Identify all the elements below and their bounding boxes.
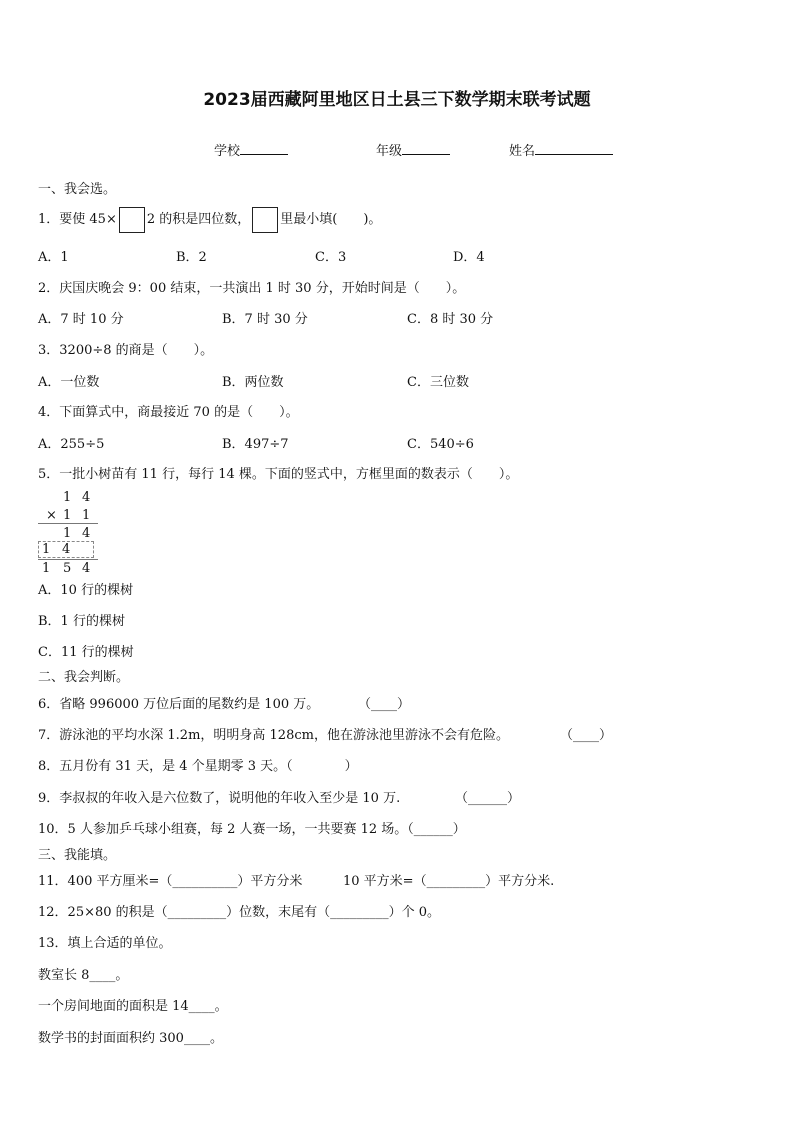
q4-option-a[interactable]: A．255÷5 — [38, 437, 105, 452]
section-3-heading: 三、我能填。 — [38, 848, 117, 863]
q1-option-a[interactable]: A．1 — [38, 250, 69, 265]
question-12: 12．25×80 的积是（_________）位数，末尾有（_________）个 0。 — [38, 905, 441, 920]
q2-option-a[interactable]: A．7 时 10 分 — [38, 312, 124, 327]
question-10: 10．5 人参加乒乓球小组赛，每 2 人赛一场，一共要赛 12 场。（______） — [38, 822, 466, 837]
question-6: 6．省略 996000 万位后面的尾数约是 100 万。 — [38, 697, 320, 712]
q1-option-d[interactable]: D．4 — [453, 250, 485, 265]
q2-option-b[interactable]: B．7 时 30 分 — [222, 312, 308, 327]
q1-number: 1． — [38, 212, 60, 227]
q13-line-2: 一个房间地面的面积是 14____。 — [38, 999, 228, 1014]
calc-digit: 5 — [63, 561, 72, 576]
section-2-heading: 二、我会判断。 — [38, 670, 130, 685]
school-blank[interactable] — [240, 142, 288, 155]
q7-answer-blank[interactable]: （____） — [560, 728, 613, 743]
q1-answer-box-2[interactable] — [252, 207, 278, 233]
question-13: 13．填上合适的单位。 — [38, 936, 172, 951]
calc-digit: 4 — [82, 526, 91, 541]
q1-text-c: 里最小填( )。 — [280, 212, 382, 227]
q5-option-a[interactable]: A．10 行的棵树 — [38, 583, 134, 598]
calc-digit: 1 — [63, 508, 72, 523]
calc-digit: 1 — [42, 561, 51, 576]
q2-option-c[interactable]: C．8 时 30 分 — [407, 312, 494, 327]
question-2: 2．庆国庆晚会 9：00 结束，一共演出 1 时 30 分，开始时间是（ ）。 — [38, 281, 466, 296]
calc-digit: 1 — [42, 542, 51, 557]
calc-digit: 4 — [82, 561, 91, 576]
q5-option-c[interactable]: C．11 行的棵树 — [38, 645, 134, 660]
school-field[interactable] — [214, 142, 288, 160]
name-label: 姓名 — [509, 144, 536, 159]
calc-digit: 1 — [63, 490, 72, 505]
q3-option-a[interactable]: A．一位数 — [38, 375, 100, 390]
calc-digit: 4 — [82, 490, 91, 505]
calc-digit: 1 — [63, 526, 72, 541]
q4-option-b[interactable]: B．497÷7 — [222, 437, 289, 452]
grade-blank[interactable] — [402, 142, 450, 155]
question-8: 8．五月份有 31 天，是 4 个星期零 3 天。（ ） — [38, 759, 358, 774]
q6-answer-blank[interactable]: （____） — [358, 697, 411, 712]
section-1-heading: 一、我会选。 — [38, 182, 117, 197]
q1-answer-box-1[interactable] — [119, 207, 145, 233]
q1-option-b[interactable]: B．2 — [176, 250, 207, 265]
question-11-part-2: 10 平方米=（_________）平方分米. — [343, 874, 555, 889]
question-3: 3．3200÷8 的商是（ ）。 — [38, 343, 214, 358]
grade-field[interactable] — [376, 142, 450, 160]
q1-text-a: 要使 45× — [59, 212, 117, 227]
school-label: 学校 — [214, 144, 241, 159]
calc-digit: 4 — [62, 542, 71, 557]
q3-option-c[interactable]: C．三位数 — [407, 375, 469, 390]
name-field[interactable] — [509, 142, 613, 160]
question-11: 11．400 平方厘米=（__________）平方分米 — [38, 874, 303, 889]
q13-line-3: 数学书的封面面积约 300____。 — [38, 1031, 223, 1046]
q13-line-1: 教室长 8____。 — [38, 968, 129, 983]
calc-rule-line — [38, 523, 98, 524]
q1-option-c[interactable]: C．3 — [315, 250, 347, 265]
page-title: 2023届西藏阿里地区日土县三下数学期末联考试题 — [203, 90, 591, 110]
q4-option-c[interactable]: C．540÷6 — [407, 437, 474, 452]
q3-option-b[interactable]: B．两位数 — [222, 375, 284, 390]
question-1 — [38, 206, 381, 234]
calc-digit: 1 — [82, 508, 91, 523]
calc-times-sign: × — [46, 508, 57, 523]
question-5: 5．一批小树苗有 11 行，每行 14 棵。下面的竖式中，方框里面的数表示（ ）。 — [38, 467, 519, 482]
name-blank[interactable] — [535, 142, 613, 155]
q1-text-b: 2 的积是四位数， — [146, 212, 251, 227]
q5-option-b[interactable]: B．1 行的棵树 — [38, 614, 125, 629]
question-9: 9．李叔叔的年收入是六位数了，说明他的年收入至少是 10 万. — [38, 791, 401, 806]
q9-answer-blank[interactable]: （______） — [455, 791, 521, 806]
calc-rule-line — [38, 559, 98, 560]
question-7: 7．游泳池的平均水深 1.2m，明明身高 128cm，他在游泳池里游泳不会有危险。 — [38, 728, 509, 743]
grade-label: 年级 — [376, 144, 403, 159]
question-4: 4．下面算式中，商最接近 70 的是（ ）。 — [38, 405, 299, 420]
